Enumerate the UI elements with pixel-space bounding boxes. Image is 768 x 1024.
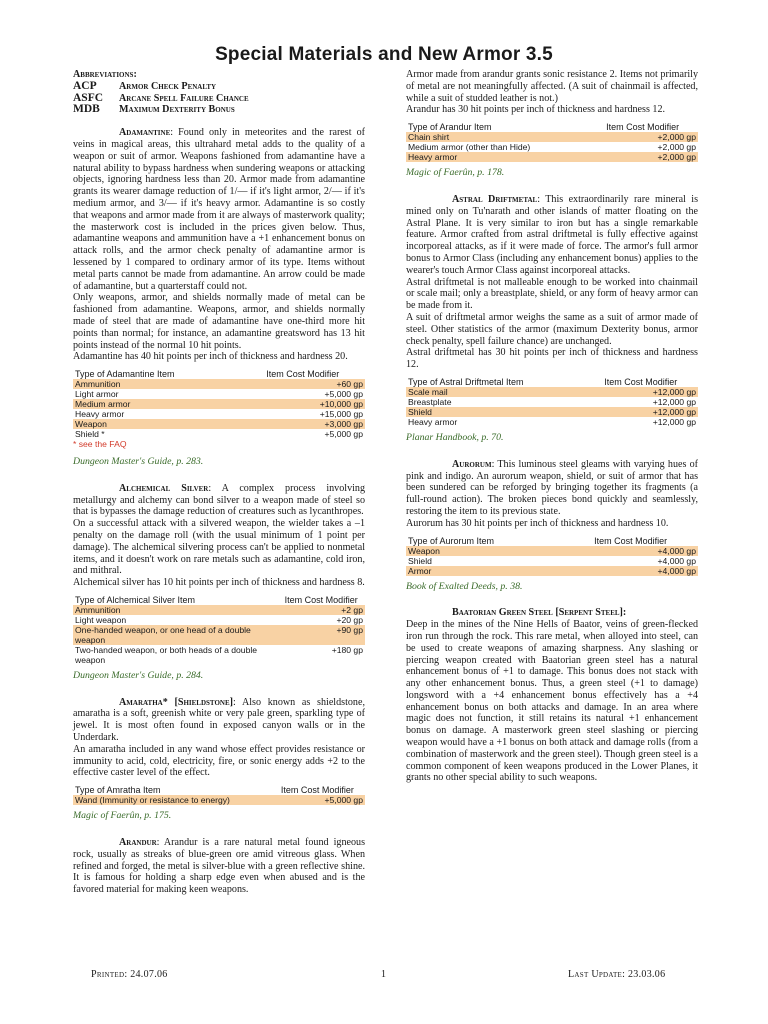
table-cell: +5,000 gp [270, 795, 365, 805]
body-text: : Found only in meteorites and the rarest of veins in magical areas, this ultrahard metal adds to the quality of a weapon or suit of armor. Weapons fashioned from adamantine have a natural ability to bypass hardness when sundering weapons or attacking objects, ignoring hardness less than 20. Armor made from adamantine grants its wearer damage reduction of 1/— if it's light armor, 2/— if it's medium armor, and 3/— if it's heavy armor. Adamantine is so costly that weapons and armor made from it are always of masterwork quality; the masterwork cost is included in the prices given below. Thus, adamantine weapons and ammunition have a +1 enhancement bonus on attack rolls, and the armor check penalty of adamantine armor is lessened by 1 compared to ordinary armor of its type. Items without metal parts cannot be made from adamantine. An arrow could be made of adamantine, but a quarterstaff could not. [73, 127, 365, 292]
arandur-intro [73, 837, 365, 896]
table-cell: Shield [406, 407, 584, 417]
table-cell: Weapon [406, 546, 563, 556]
table-cell: +12,000 gp [652, 396, 696, 407]
table-header: Item Cost Modifier [284, 594, 358, 605]
last-update-date: Last Update: 23.03.06 [568, 969, 666, 980]
table-cell: Chain shirt [406, 132, 587, 142]
aurorum-table [406, 536, 698, 576]
table-cell: +5,000 gp [324, 389, 363, 400]
abbreviation-key: MDB [73, 103, 100, 116]
source-citation: Planar Handbook, p. 70. [406, 431, 504, 443]
amaratha-intro [73, 697, 365, 744]
table-row [73, 605, 365, 615]
table-cell: +60 gp [240, 379, 365, 389]
table-cell: Scale mail [406, 387, 584, 397]
astral-driftmetal-intro [406, 194, 698, 277]
table-cell: Light armor [75, 389, 119, 400]
table-header: Type of Aurorum Item [408, 535, 495, 546]
table-cell: +2,000 gp [587, 132, 698, 142]
abbreviation-value: Arcane Spell Failure Chance [119, 92, 249, 104]
table-header: Type of Adamantine Item [75, 369, 175, 380]
body-text: Alchemical silver has 10 hit points per inch of thickness and hardness 8. [73, 577, 365, 589]
source-citation: Dungeon Master's Guide, p. 283. [73, 455, 204, 467]
abbreviation-row [73, 81, 365, 93]
table-cell: Two-handed weapon, or both heads of a double weapon [75, 644, 258, 665]
body-text: : Arandur is a rare natural metal found igneous rock, usually as streaks of blue-green ore amid vitreous glass. When refined and forged, the metal is silver-blue with a green reflective shine. It is famous for holding a sharp edge even when abused and is the favored material for making keen weapons. [73, 837, 365, 896]
source-citation: Book of Exalted Deeds, p. 38. [406, 580, 523, 592]
body-text: Aurorum has 30 hit points per inch of thickness and hardness 10. [406, 517, 669, 529]
table-row [406, 397, 698, 407]
source-citation: Dungeon Master's Guide, p. 284. [73, 669, 204, 681]
body-text: Deep in the mines of the Nine Hells of Baator, veins of green-flecked iron run through the rock. This rare metal, when alloyed into steel, can be used to create weapons of amazing sharpness. Any slashing or piercing weapon created with Baatorian green steel has a natural enhancement bonus of +1 to damage. This bonus does not stack with any other enhancement bonus. Thus, a green steel (+1 to damage) longsword with a +4 enhancement bonus effectively has a +4 enhancement bonus on both attacks and damage. In an area where magic does not function, it still retains its natural +1 enhancement bonus on damage. A masterwork green steel slashing or piercing weapon would have a +1 bonus on both attack and damage rolls (from a combination of masterwork and the green steel). Though green steel is a common component of keen weapons produced in the Lower Planes, it grants no other special ability to such weapons. [406, 619, 698, 784]
table-header: Type of Amratha Item [75, 785, 161, 796]
baatorian-heading [406, 607, 698, 619]
table-cell: +5,000 gp [324, 429, 363, 440]
abbreviation-row [73, 104, 365, 116]
table-cell: +12,000 gp [584, 407, 698, 417]
table-row [406, 566, 698, 576]
table-row [73, 429, 365, 439]
abbreviation-key: ACP [73, 79, 97, 92]
table-cell: Medium armor [73, 399, 240, 409]
table-header: Item Cost Modifier [594, 535, 668, 546]
table-cell: +10,000 gp [240, 399, 365, 409]
table-row [73, 409, 365, 419]
table-cell: One-handed weapon, or one head of a double weapon [73, 625, 277, 645]
table-row [73, 625, 365, 645]
table-cell: Weapon [73, 419, 240, 429]
table-row [73, 419, 365, 429]
table-cell: +4,000 gp [657, 555, 696, 566]
table-header: Type of Astral Driftmetal Item [408, 376, 524, 387]
table-row [73, 795, 365, 805]
table-cell: Ammunition [73, 379, 240, 389]
material-name: Amaratha* [Shieldstone] [119, 696, 233, 708]
body-text: Astral driftmetal is not malleable enough to be worked into chainmail or scale mail; only a breastplate, shield, or any form of heavy armor can be made from it. [406, 276, 698, 312]
table-row [406, 132, 698, 142]
table-cell: +90 gp [277, 625, 365, 645]
page-title: Special Materials and New Armor 3.5 [215, 44, 553, 65]
body-text: A suit of driftmetal armor weighs the same as a suit of armor made of steel. Other statistics of the armor (maximum Dexterity bonus, armor check penalty, spell failure chance) are unchanged. [406, 311, 698, 347]
table-header: Type of Alchemical Silver Item [75, 594, 196, 605]
alchemical-silver-table [73, 595, 365, 665]
body-text: : Also known as shieldstone, amaratha is a soft, greenish white or very pale green, sparkling type of jewel. It is most often found in exposed canyon walls or in the Underdark. [73, 696, 365, 744]
abbreviation-value: Maximum Dexterity Bonus [119, 104, 235, 116]
table-cell: Wand (Immunity or resistance to energy) [73, 795, 270, 805]
body-text: Armor made from arandur grants sonic resistance 2. Items not primarily of metal are not meaningfully affected. (A suit of chainmail is affected, while a suit of studded leather is not.) [406, 69, 698, 104]
table-cell: Ammunition [73, 605, 277, 615]
table-cell: Medium armor (other than Hide) [408, 142, 531, 153]
material-name: Astral Driftmetal [452, 193, 538, 205]
table-row [73, 389, 365, 399]
table-cell: +15,000 gp [319, 409, 363, 420]
material-name: Baatorian Green Steel [Serpent Steel]: [452, 607, 627, 619]
body-text: : This extraordinarily rare mineral is mined only on Tu'narath and other islands of matter floating on the Astral Plane. It is very similar to iron but has a single remarkable feature. Armor crafted from astral driftmetal is fully effective against incorporeal attacks, as if it were made of force. The armor's full armor bonus to Armor Class (including any enhancement bonus) applies to the wearer's touch Armor Class against incorporeal attacks. [406, 193, 698, 276]
table-cell: +4,000 gp [563, 566, 698, 576]
table-row [73, 645, 365, 665]
table-cell: Heavy armor [406, 152, 587, 162]
material-name: Alchemical Silver [119, 482, 209, 494]
adamantine-table [73, 369, 365, 439]
abbreviation-key: ASFC [73, 91, 104, 104]
table-header: Type of Arandur Item [408, 122, 492, 133]
adamantine-intro [73, 127, 365, 292]
material-name: Aurorum [452, 458, 492, 470]
table-cell: +12,000 gp [584, 387, 698, 397]
table-cell: Armor [406, 566, 563, 576]
left-column [73, 69, 365, 896]
table-row [406, 152, 698, 162]
material-name: Arandur [119, 837, 157, 849]
alchemical-silver-intro [73, 483, 365, 518]
table-header: Item Cost Modifier [606, 122, 680, 133]
table-cell: Shield * [75, 429, 105, 440]
table-header: Item Cost Modifier [280, 785, 354, 796]
body-text: An amaratha included in any wand whose effect provides resistance or immunity to acid, cold, electricity, fire, or sonic energy adds +2 to the effective caster level of the effect. [73, 743, 365, 779]
body-text: Only weapons, armor, and shields normally made of metal can be fashioned from adamantine. Weapons, armor, and shields normally made of steel that are made of adamantine have one-third more hit points than normal; for instance, an adamantine greatsword has 13 hit points instead of the normal 10 hit points. [73, 292, 365, 351]
table-row [73, 615, 365, 625]
abbreviations-heading: Abbreviations: [73, 69, 137, 80]
body-text: Arandur has 30 hit points per inch of thickness and hardness 12. [406, 104, 666, 116]
abbreviation-value: Armor Check Penalty [119, 80, 217, 92]
table-cell: +3,000 gp [240, 419, 365, 429]
table-header: Item Cost Modifier [266, 369, 340, 380]
arandur-table [406, 122, 698, 162]
table-cell: Light weapon [75, 614, 127, 625]
astral-driftmetal-table [406, 377, 698, 427]
table-cell: +20 gp [336, 614, 363, 625]
right-column [406, 69, 698, 784]
table-cell: Heavy armor [75, 409, 125, 420]
body-text: Astral driftmetal has 30 hit points per inch of thickness and hardness 12. [406, 347, 698, 371]
table-row [406, 417, 698, 427]
table-header: Item Cost Modifier [604, 376, 678, 387]
body-text: : A complex process involving metallurgy and alchemy can bond silver to a weapon made of steel so that is bypasses the damage reduction of creatures such as lycanthropes. [73, 482, 366, 518]
table-cell: +2,000 gp [587, 152, 698, 162]
faq-note: * see the FAQ [73, 439, 127, 450]
printed-date: Printed: 24.07.06 [91, 969, 168, 980]
table-row [73, 379, 365, 389]
source-citation: Magic of Faerûn, p. 175. [73, 810, 172, 822]
table-cell: Shield [408, 555, 432, 566]
body-text: Adamantine has 40 hit points per inch of thickness and hardness 20. [73, 351, 348, 363]
table-row [73, 399, 365, 409]
table-cell: +2,000 gp [657, 142, 696, 153]
table-cell: +4,000 gp [563, 546, 698, 556]
body-text: On a successful attack with a silvered weapon, the wielder takes a –1 penalty on the damage roll (with the usual minimum of 1 point per damage). The alchemical silvering process can't be applied to nonmetal items, and it doesn't work on rare metals such as adamantine, cold iron, and mithral. [73, 518, 365, 577]
table-cell: Heavy armor [408, 416, 458, 427]
body-text: : This luminous steel gleams with varying hues of pink and indigo. An aurorum weapon, shield, or suit of armor that has been sundered can be reforged by bringing together its fragments (a full-round action). The broken pieces bond quickly and seamlessly, restoring the item to its previous state. [406, 458, 698, 517]
aurorum-intro [406, 459, 698, 518]
table-row [406, 142, 698, 152]
table-row [406, 556, 698, 566]
table-row [406, 387, 698, 397]
abbreviation-row [73, 93, 365, 105]
table-row [406, 546, 698, 556]
source-citation: Magic of Faerûn, p. 178. [406, 167, 505, 179]
material-name: Adamantine [119, 127, 171, 139]
amaratha-table [73, 785, 365, 805]
table-cell: +180 gp [331, 644, 363, 655]
table-cell: +12,000 gp [652, 416, 696, 427]
table-cell: +2 gp [277, 605, 365, 615]
table-row [406, 407, 698, 417]
page-number: 1 [381, 969, 387, 980]
table-cell: Breastplate [408, 396, 452, 407]
